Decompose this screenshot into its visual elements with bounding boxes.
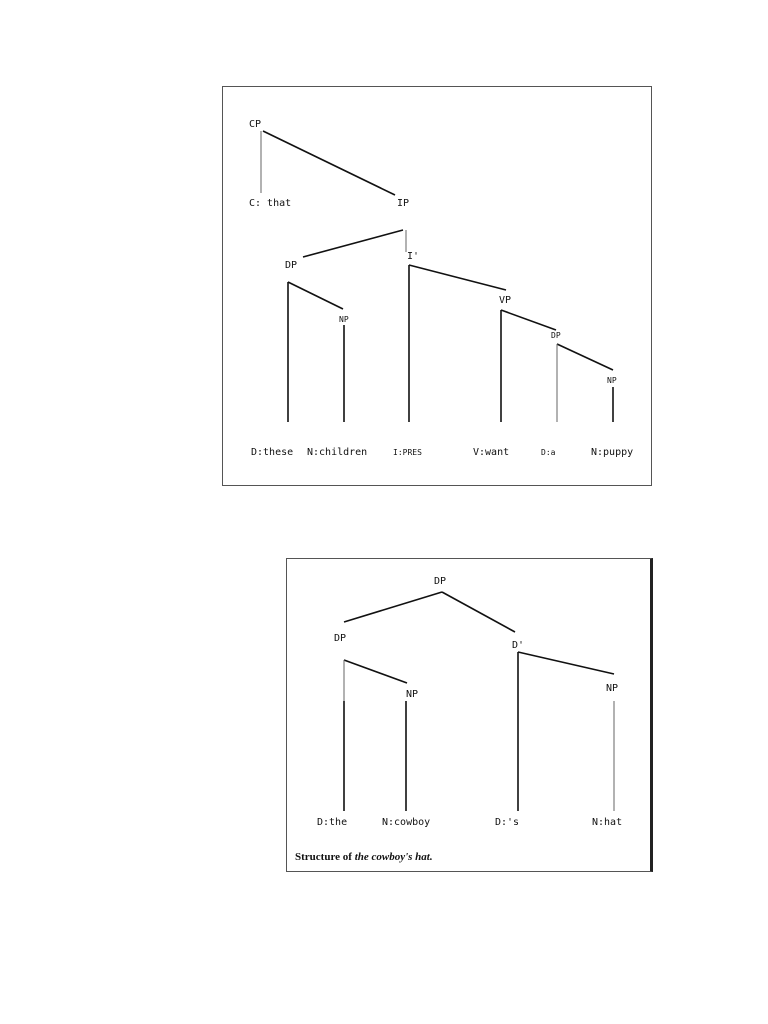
- caption-prefix: Structure of: [295, 851, 355, 863]
- leaf-d-these: D:these: [251, 447, 294, 458]
- tree-cp-svg: [223, 87, 653, 487]
- edge-cp-ip: [263, 131, 395, 195]
- leaf-d-s: D:'s: [495, 817, 520, 828]
- tree-dp-svg: [287, 559, 654, 873]
- caption-italic-phrase: the cowboy's hat.: [354, 851, 433, 863]
- node-dp-root: DP: [434, 576, 447, 587]
- leaf-n-cowboy: N:cowboy: [382, 817, 431, 828]
- node-np-children: NP: [339, 315, 349, 324]
- node-vp: VP: [499, 295, 512, 306]
- node-dp-possessor: DP: [334, 633, 347, 644]
- node-np-puppy: NP: [607, 376, 617, 385]
- node-np-cowboy: NP: [406, 689, 419, 700]
- edge-dp-root-dp: [344, 592, 442, 622]
- node-np-hat: NP: [606, 683, 619, 694]
- leaf-n-puppy: N:puppy: [591, 447, 634, 458]
- leaf-v-want: V:want: [473, 447, 510, 458]
- edge-dbar-np-hat: [518, 652, 614, 674]
- leaf-n-children: N:children: [307, 447, 368, 458]
- edge-ibar-vp: [409, 265, 506, 290]
- edge-dp-np-cowboy: [344, 660, 407, 683]
- edge-vp-dp: [501, 310, 556, 330]
- leaf-d-a: D:a: [541, 448, 556, 457]
- edge-dp-np-puppy: [557, 344, 613, 370]
- node-c-that: C: that: [249, 198, 292, 209]
- figure-caption: [295, 851, 433, 863]
- node-d-bar: D': [512, 640, 525, 651]
- edge-ip-dp: [303, 230, 403, 257]
- leaf-n-hat: N:hat: [592, 817, 623, 828]
- node-dp-object: DP: [551, 331, 561, 340]
- syntax-tree-cp: [222, 86, 652, 486]
- edge-dp-np: [288, 282, 343, 309]
- edge-dp-root-dbar: [442, 592, 515, 632]
- node-dp: DP: [285, 260, 298, 271]
- node-ip: IP: [397, 198, 410, 209]
- leaf-i-pres: I:PRES: [393, 448, 422, 457]
- node-i-bar: I': [407, 251, 420, 262]
- node-cp: CP: [249, 119, 262, 130]
- leaf-d-the: D:the: [317, 817, 348, 828]
- syntax-tree-dp: [286, 558, 653, 872]
